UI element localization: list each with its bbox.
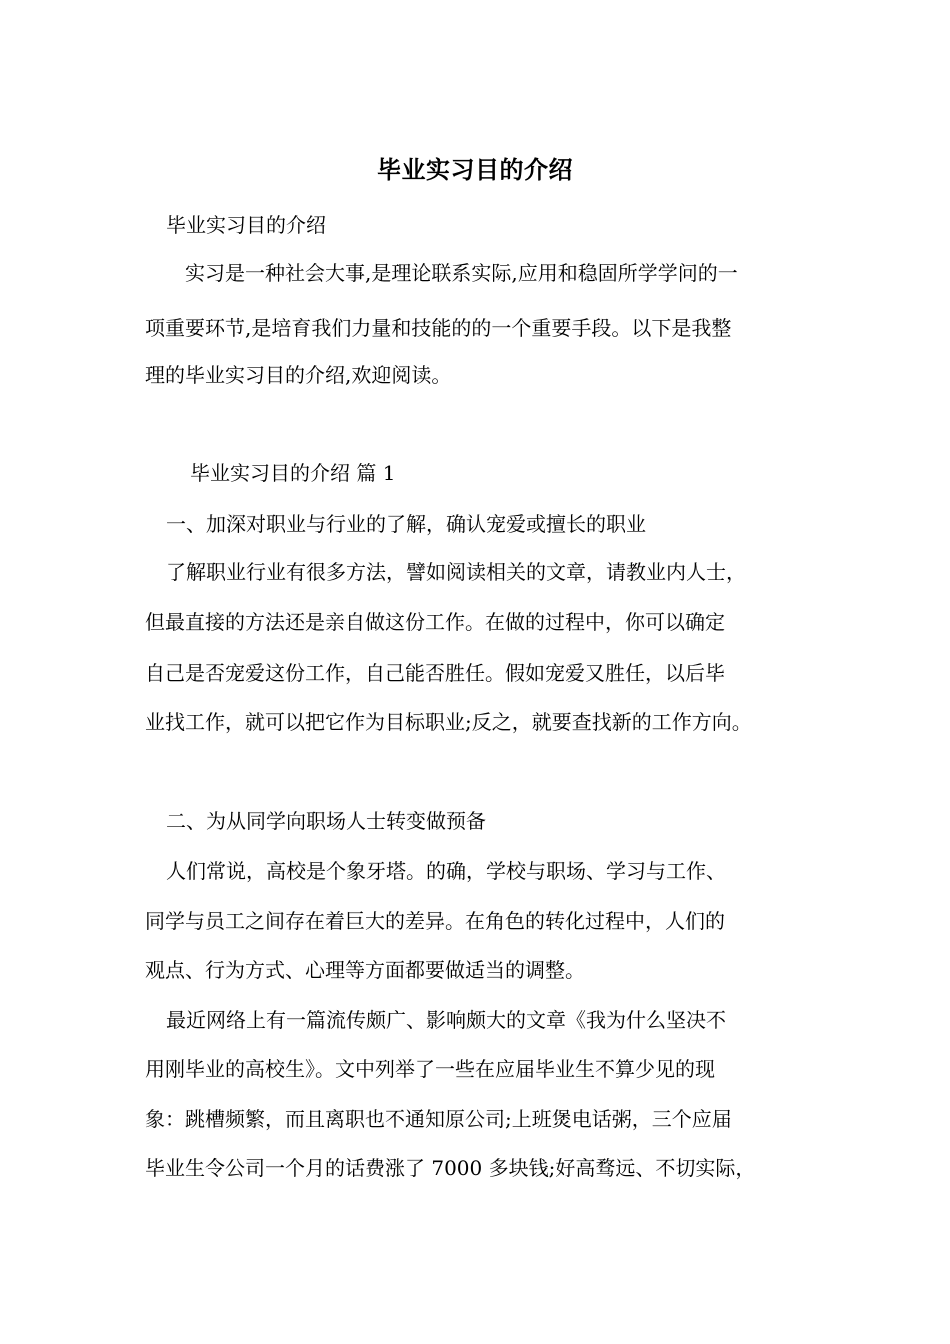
para1-line-2: 但最直接的方法还是亲自做这份工作。在做的过程中，你可以确定 bbox=[145, 610, 725, 634]
subtitle: 毕业实习目的介绍 bbox=[166, 213, 326, 237]
para3-line-3: 象：跳槽频繁，而且离职也不通知原公司;上班煲电话粥，三个应届 bbox=[145, 1107, 732, 1131]
para3-line-2: 用刚毕业的高校生》。文中列举了一些在应届毕业生不算少见的现 bbox=[145, 1057, 715, 1081]
heading-2: 二、为从同学向职场人士转变做预备 bbox=[166, 809, 486, 833]
para3-line-4: 毕业生令公司一个月的话费涨了 7000 多块钱;好高骛远、不切实际， bbox=[145, 1156, 756, 1180]
para2-line-3: 观点、行为方式、心理等方面都要做适当的调整。 bbox=[145, 958, 585, 982]
intro-line-1: 实习是一种社会大事,是理论联系实际,应用和稳固所学学问的一 bbox=[185, 261, 738, 285]
document-title: 毕业实习目的介绍 bbox=[377, 155, 573, 184]
para1-line-4: 业找工作，就可以把它作为目标职业;反之，就要查找新的工作方向。 bbox=[145, 710, 752, 734]
para1-line-1: 了解职业行业有很多方法，譬如阅读相关的文章，请教业内人士， bbox=[166, 560, 746, 584]
section-heading: 毕业实习目的介绍 篇 1 bbox=[190, 461, 396, 485]
heading-1: 一、加深对职业与行业的了解，确认宠爱或擅长的职业 bbox=[166, 512, 646, 536]
para1-line-3: 自己是否宠爱这份工作，自己能否胜任。假如宠爱又胜任，以后毕 bbox=[145, 661, 725, 685]
para3-line-1: 最近网络上有一篇流传颇广、影响颇大的文章《我为什么坚决不 bbox=[166, 1008, 726, 1032]
para2-line-2: 同学与员工之间存在着巨大的差异。在角色的转化过程中，人们的 bbox=[145, 909, 725, 933]
intro-line-3: 理的毕业实习目的介绍,欢迎阅读。 bbox=[145, 363, 452, 387]
intro-line-2: 项重要环节,是培育我们力量和技能的的一个重要手段。以下是我整 bbox=[145, 316, 732, 340]
para2-line-1: 人们常说，高校是个象牙塔。的确，学校与职场、学习与工作、 bbox=[166, 859, 726, 883]
